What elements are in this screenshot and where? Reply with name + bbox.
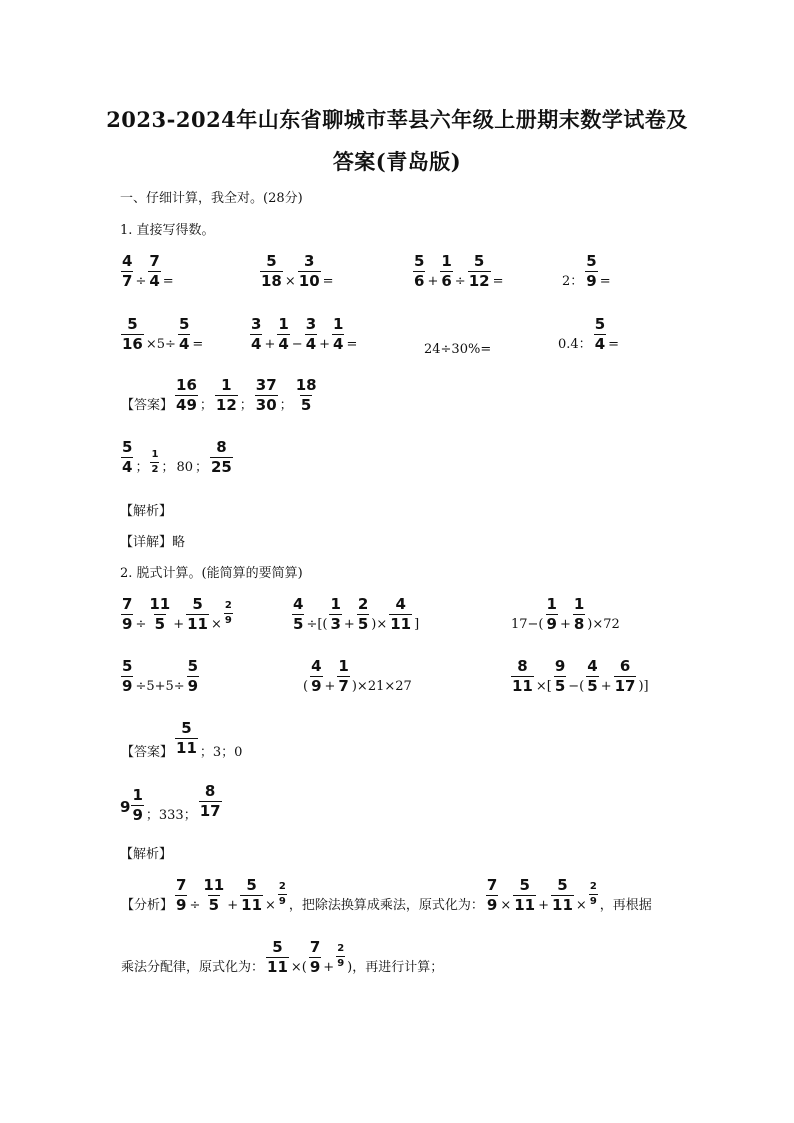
q1-expr-g: 24÷30%= <box>424 342 492 357</box>
q1-expr-e: $\frac{5}{16}$ ×5÷ $\frac{5}{4}$ = <box>122 315 204 353</box>
question-2-label: 2. 脱式计算。(能简算的要简算) <box>120 566 303 581</box>
q2-expr-a: $\frac{7}{9}$ ÷ $\frac{11}{5}$ + $\frac{5}{11}$ × $\frac{2}{9}$ <box>122 595 232 633</box>
q2-expr-f: $\frac{8}{11}$ ×[ $\frac{9}{5}$ −( $\frac{4}{5}$ + $\frac{6}{17}$ )] <box>512 657 649 695</box>
answer-label: 【答案】 <box>121 745 174 760</box>
section-heading: 一、仔细计算，我全对。(28分) <box>120 191 303 206</box>
analysis-line2: 乘法分配律，原式化为： $\frac{5}{11}$ ×( $\frac{7}{9}$ + $\frac{2}{9}$ )，再进行计算； <box>121 938 444 976</box>
analysis-label: 【解析】 <box>120 504 173 519</box>
q2-expr-e: ( $\frac{4}{9}$ + $\frac{1}{7}$ )×21×27 <box>303 657 412 695</box>
q1-expr-f: $\frac{3}{4}$ + $\frac{1}{4}$ − $\frac{3}{4}$ + $\frac{1}{4}$ = <box>251 315 358 353</box>
answer-1-row2: $\frac{5}{4}$ ； $\frac{1}{2}$ ； 80 ； $\frac{8}{25}$ <box>122 438 232 476</box>
answer-2-row1: 【答案】 $\frac{5}{11}$ ；3；0 <box>121 719 243 760</box>
answer-2-row2: 9 $\frac{1}{9}$ ；333； $\frac{8}{17}$ <box>120 782 221 824</box>
analysis-label-2: 【解析】 <box>120 847 173 862</box>
page-title-line2: 答案(青岛版) <box>332 149 462 174</box>
q1-expr-b: $\frac{5}{18}$ × $\frac{3}{10}$ = <box>261 252 334 290</box>
q1-expr-d: 2： $\frac{5}{9}$ = <box>562 252 611 290</box>
page-title-line1: 2023-2024年山东省聊城市莘县六年级上册期末数学试卷及 <box>106 107 688 132</box>
answer-1-row1: 【答案】 $\frac{16}{49}$ ； $\frac{1}{12}$ ； $\frac{37}{30}$ ； $\frac{18}{5}$ <box>121 376 317 414</box>
answer-label: 【答案】 <box>121 398 174 413</box>
detail-label: 【详解】略 <box>120 535 186 550</box>
question-1-label: 1. 直接写得数。 <box>120 223 215 238</box>
analysis-line1: 【分析】 $\frac{7}{9}$ ÷ $\frac{11}{5}$ + $\frac{5}{11}$ × $\frac{2}{9}$ ，把除法换算成乘法，原式化为： $\frac{7}{9}$ × $\frac{5}{11}$ + $\frac{5}{11}$ × $\frac{2}{9}$ ，再根据 <box>121 876 652 914</box>
q2-expr-d: $\frac{5}{9}$ ÷5+5÷ $\frac{5}{9}$ <box>122 657 199 695</box>
q2-expr-c: 17−( $\frac{1}{9}$ + $\frac{1}{8}$ )×72 <box>511 595 620 633</box>
q1-expr-a: $\frac{4}{7}$ ÷ $\frac{7}{4}$ = <box>122 252 174 290</box>
q1-expr-h: 0.4： $\frac{5}{4}$ = <box>558 315 620 353</box>
q1-expr-c: $\frac{5}{6}$ + $\frac{1}{6}$ ÷ $\frac{5}{12}$ = <box>414 252 504 290</box>
q2-expr-b: $\frac{4}{5}$ ÷[( $\frac{1}{3}$ + $\frac{2}{5}$ )× $\frac{4}{11}$ ] <box>293 595 420 633</box>
